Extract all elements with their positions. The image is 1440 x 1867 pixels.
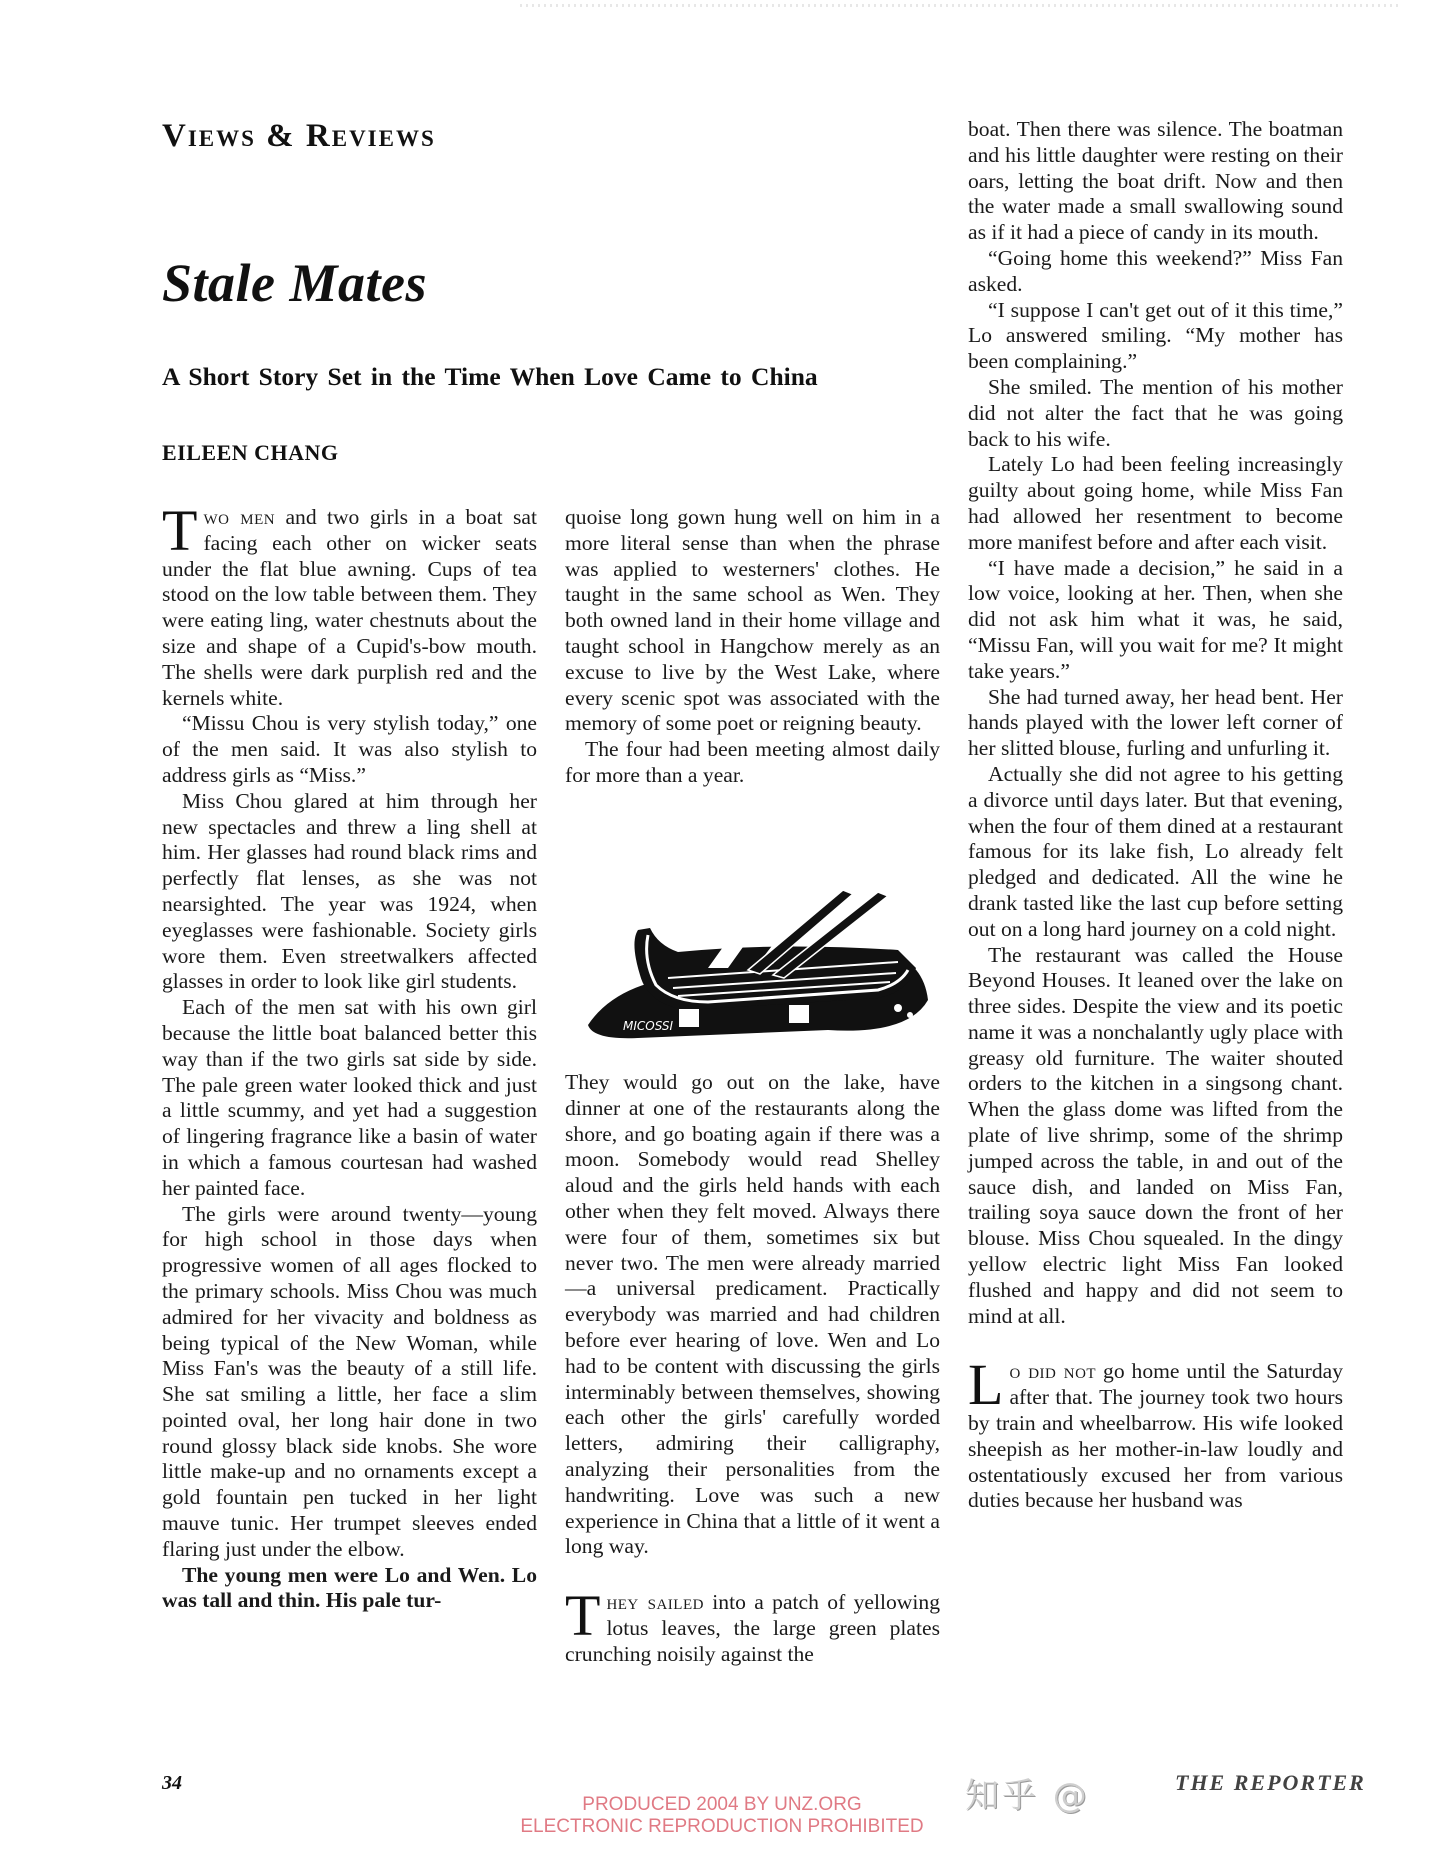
paragraph: Actually she did not agree to his getting a divorce until days later. But that evening, when the four of them dined at a restaurant famous for its lake fish, Lo already felt pledged and dedicated. All the wine he drank tasted like the last cup before setting out on a long hard journey on a cold night. [968, 761, 1343, 941]
paragraph [162, 498, 537, 711]
zhihu-watermark: 知乎 @ [965, 1776, 1090, 1816]
paragraph: Each of the men sat with his own girl because the little boat balanced better this way than if the two girls sat side by side. The pale green water looked thick and just a little scummy, and yet had a suggestion of lingering fragrance like a basin of water in which a famous courtesan had washed her painted face. [162, 995, 537, 1200]
paragraph: “Going home this weekend?” Miss Fan asked. [968, 245, 1343, 296]
paragraph: She had turned away, her head bent. Her hands played with the lower left corner of her slitted blouse, furling and unfurling it. [968, 684, 1343, 761]
author-byline: EILEEN CHANG [162, 440, 339, 465]
boat-illustration [578, 880, 933, 1040]
page-number: 34 [162, 1772, 182, 1794]
watermark-line-1: PRODUCED 2004 BY UNZ.ORG [582, 1794, 862, 1815]
text-column-1 [162, 498, 537, 1614]
paragraph-text: into a patch of yellowing lotus leaves, the large green plates crunching noisily against the [565, 1590, 940, 1666]
small-caps-lead: o did not [1009, 1359, 1097, 1384]
paragraph: The four had been meeting almost daily for more than a year. [565, 737, 940, 787]
paragraph: boat. Then there was silence. The boatman and his little daughter were resting on their oars, letting the boat drift. Now and then the water made a small swallowing sound as if it had a piece of candy in its mouth. [968, 117, 1343, 245]
paragraph: Lately Lo had been feeling increasingly guilty about going home, while Miss Fan had allowed her resentment to become more manifest before and after each visit. [968, 452, 1343, 554]
paragraph: She smiled. The mention of his mother did not alter the fact that he was going back to his wife. [968, 374, 1343, 451]
small-caps-lead: wo men [203, 505, 276, 529]
paragraph-text: and two girls in a boat sat facing each other on wicker seats under the flat blue awning. Cups of tea stood on the low table between them. They were eating ling, water chestnuts about the size and shape of a Cupid's-bow mouth. The shells were dark purplish red and the kernels white. [162, 505, 537, 710]
paragraph: Miss Chou glared at him through her new spectacles and threw a ling shell at him. Her glasses had round black rims and perfectly flat lenses, as she was not nearsighted. The year was 1924, when eyeglasses were fashionable. Society girls wore them. Even streetwalkers affected glasses in order to look like girl students. [162, 788, 537, 994]
section-heading: Views & Reviews [162, 118, 436, 154]
paragraph: They would go out on the lake, have dinner at one of the restaurants along the shore, and go boating again if there was a moon. Somebody would read Shelley aloud and the girls held hands with each other when they felt moved. Always there were four of them, sometimes six but never two. The men were already married—a universal predicament. Practically everybody was married and had children before ever hearing of love. Wen and Lo had to be content with discussing the girls interminably between themselves, showing each other the girls' carefully worded letters, admiring their calligraphy, analyzing their personalities from the handwriting. Love was such a new experience in China that a little of it went a long way. [565, 1070, 940, 1559]
text-column-3 [968, 117, 1343, 1514]
text-column-2 [565, 505, 940, 789]
story-title: Stale Mates [162, 253, 428, 313]
paragraph: “I suppose I can't get out of it this time,” Lo answered smiling. “My mother has been complaining.” [968, 297, 1343, 374]
paragraph [968, 1352, 1344, 1514]
text-column-2-continued [565, 1070, 940, 1668]
small-caps-lead: hey sailed [606, 1590, 704, 1615]
paragraph: “I have made a decision,” he said in a low voice, looking at her. Then, when she did not ask him what it was, he said, “Missu Fan, will you wait for me? It might take years.” [968, 555, 1343, 683]
drop-cap: T [162, 498, 198, 563]
paragraph: “Missu Chou is very stylish today,” one of the men said. It was also stylish to address girls as “Miss.” [162, 711, 537, 787]
paragraph: The girls were around twenty—young for high school in those days when progressive women of all ages flocked to the primary schools. Miss Chou was much admired for her vivacity and boldness as being typical of the New Woman, while Miss Fan's was the beauty of a still life. She sat smiling a little, her face a slim pointed oval, her long hair done in two round glossy black side knobs. She wore little make-up and no ornaments except a gold fountain pen tucked in her light mauve tunic. Her trumpet sleeves ended flaring just under the elbow. [162, 1201, 537, 1561]
drop-cap: L [968, 1352, 1004, 1418]
paragraph: quoise long gown hung well on him in a more literal sense than when the phrase was applied to westerners' clothes. He taught in the same school as Wen. They both owned land in their home village and taught school in Hangchow merely as an excuse to live by the West Lake, where every scenic spot was associated with the memory of some poet or reigning beauty. [565, 505, 940, 736]
paragraph [565, 1583, 940, 1667]
magazine-name: THE REPORTER [1175, 1770, 1366, 1795]
artist-signature: MICOSSI [623, 1019, 674, 1033]
story-subtitle: A Short Story Set in the Time When Love Came to China [162, 362, 818, 391]
watermark-line-2: ELECTRONIC REPRODUCTION PROHIBITED [520, 1816, 924, 1837]
paragraph: The restaurant was called the House Beyond Houses. It leaned over the lake on three sides. Despite the view and its poetic name it was a nonchalantly ugly place with greasy old furniture. The waiter shouted orders to the kitchen in a singsong chant. When the glass dome was lifted from the plate of live shrimp, some of the shrimp jumped across the table, in and out of the sauce dish, and landed on Miss Fan, trailing soya sauce down the front of her blouse. Miss Chou squealed. In the dingy yellow electric light Miss Fan looked flushed and happy and did not seem to mind at all. [968, 942, 1343, 1328]
scan-artifact [520, 4, 1400, 7]
drop-cap: T [565, 1583, 601, 1649]
paragraph-text: go home until the Saturday after that. The journey took two hours by train and wheelbarrow. His wife looked sheepish as her mother-in-law loudly and ostentatiously excused her from various duties because her husband was [968, 1359, 1344, 1513]
unz-watermark [462, 1794, 982, 1838]
paragraph: The young men were Lo and Wen. Lo was tall and thin. His pale tur- [162, 1562, 537, 1613]
